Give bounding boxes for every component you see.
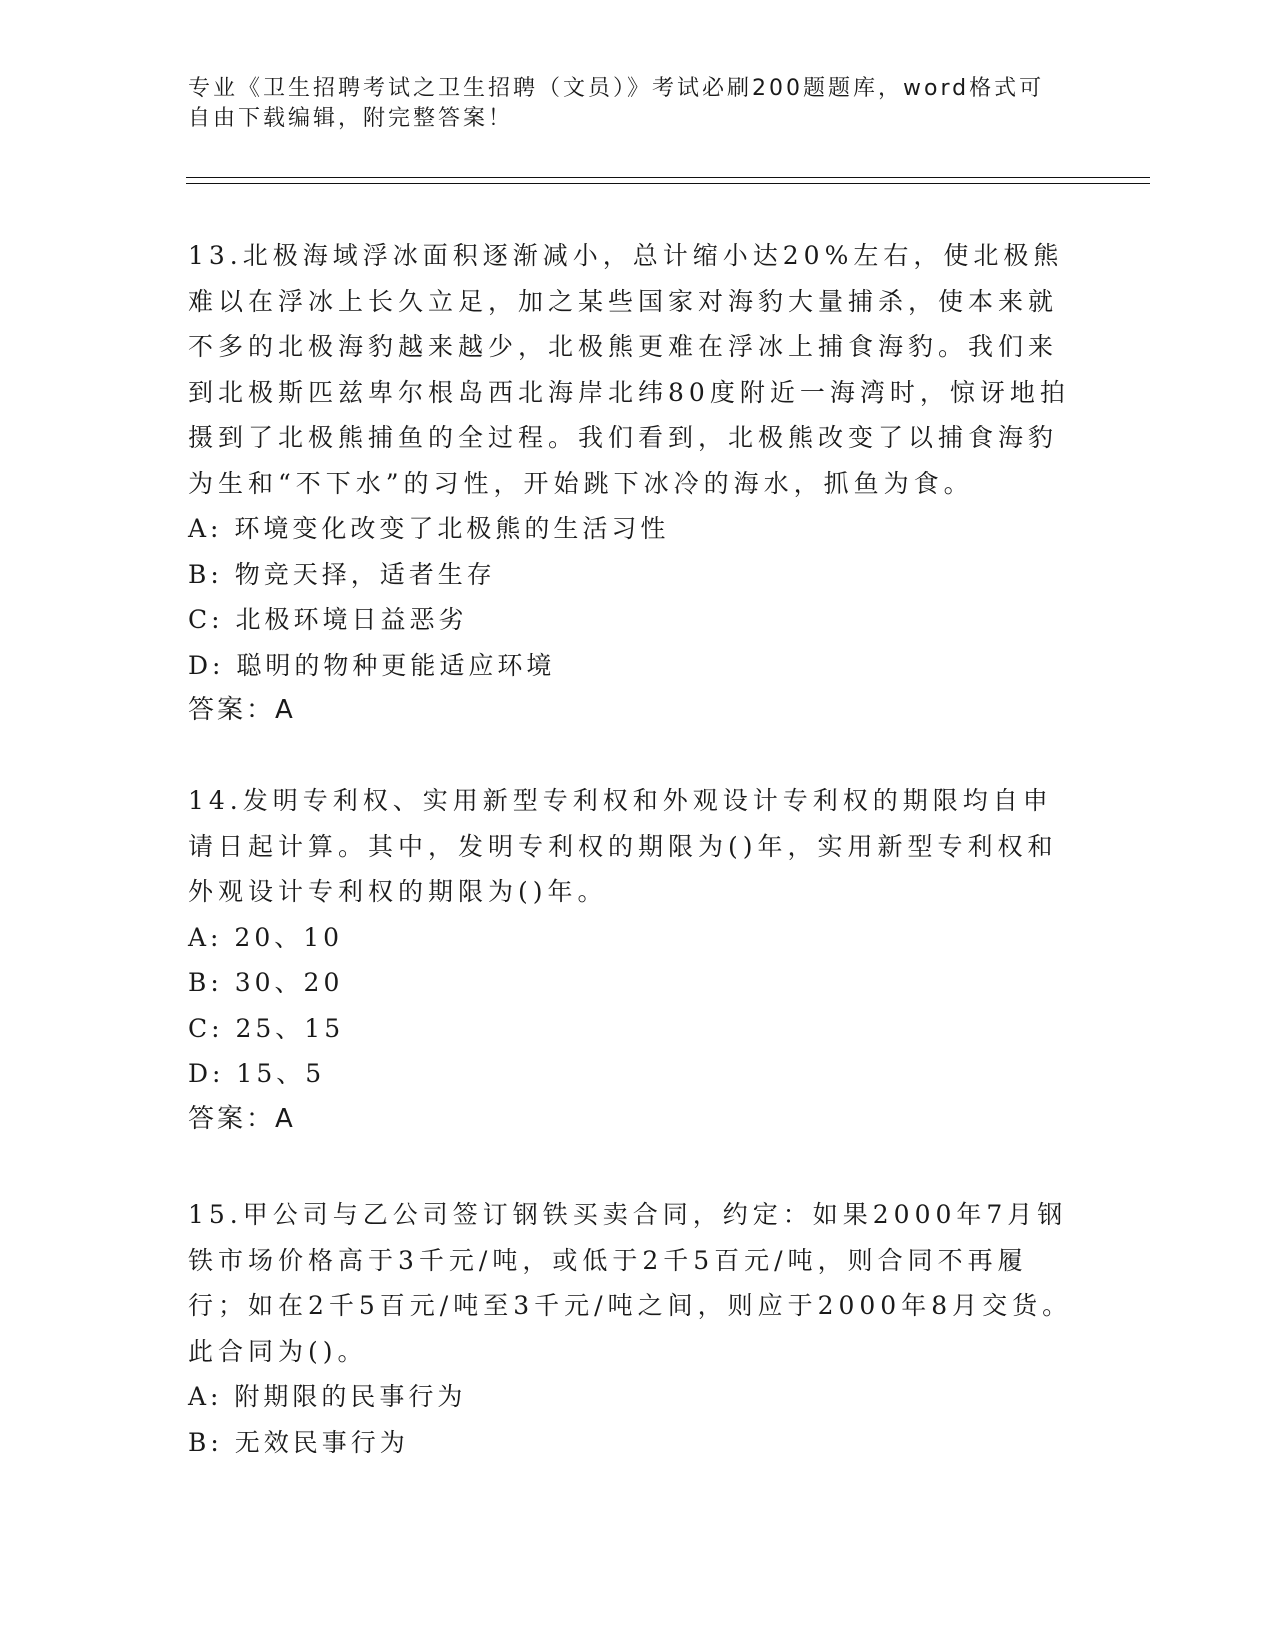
- answer: 答案：A: [188, 695, 296, 725]
- option-a: A: 20、10: [188, 922, 344, 952]
- question-15: [188, 1192, 1078, 1465]
- question-stem: 13.北极海域浮冰面积逐渐减小，总计缩小达20%左右，使北极熊难以在浮冰上长久立足，加之某些国家对海豹大量捕杀，使本来就不多的北极海豹越来越少，北极熊更难在浮冰上捕食海豹。我们来到北极斯匹兹卑尔根岛西北海岸北纬80度附近一海湾时，惊讶地拍摄到了北极熊捕鱼的全过程。我们看到，北极熊改变了以捕食海豹为生和“不下水”的习性，开始跳下冰冷的海水，抓鱼为食。: [188, 241, 1070, 498]
- question-14: [188, 778, 1078, 1142]
- option-b: B: 物竞天择，适者生存: [188, 559, 496, 589]
- question-stem: 14.发明专利权、实用新型专利权和外观设计专利权的期限均自申请日起计算。其中，发明专利权的期限为()年，实用新型专利权和外观设计专利权的期限为()年。: [188, 786, 1058, 906]
- option-d: D: 15、5: [188, 1059, 326, 1088]
- header-divider-bottom: [186, 183, 1150, 184]
- option-c: C: 北极环境日益恶劣: [188, 605, 468, 634]
- option-b: B: 30、20: [188, 968, 344, 997]
- document-header: 专业《卫生招聘考试之卫生招聘（文员）》考试必刷200题题库，word格式可自由下载编辑，附完整答案！: [188, 76, 1045, 131]
- answer: 答案：A: [188, 1103, 296, 1134]
- header-divider-top: [186, 177, 1150, 178]
- option-b: B: 无效民事行为: [188, 1427, 409, 1457]
- question-13: [188, 233, 1078, 734]
- option-d: D: 聪明的物种更能适应环境: [188, 650, 556, 680]
- option-a: A: 环境变化改变了北极熊的生活习性: [188, 514, 670, 543]
- option-a: A: 附期限的民事行为: [188, 1382, 467, 1411]
- option-c: C: 25、15: [188, 1013, 345, 1043]
- question-stem: 15.甲公司与乙公司签订钢铁买卖合同，约定：如果2000年7月钢铁市场价格高于3千元/吨，或低于2千5百元/吨，则合同不再履行；如在2千5百元/吨至3千元/吨之间，则应于2000年8月交货。此合同为()。: [188, 1200, 1073, 1366]
